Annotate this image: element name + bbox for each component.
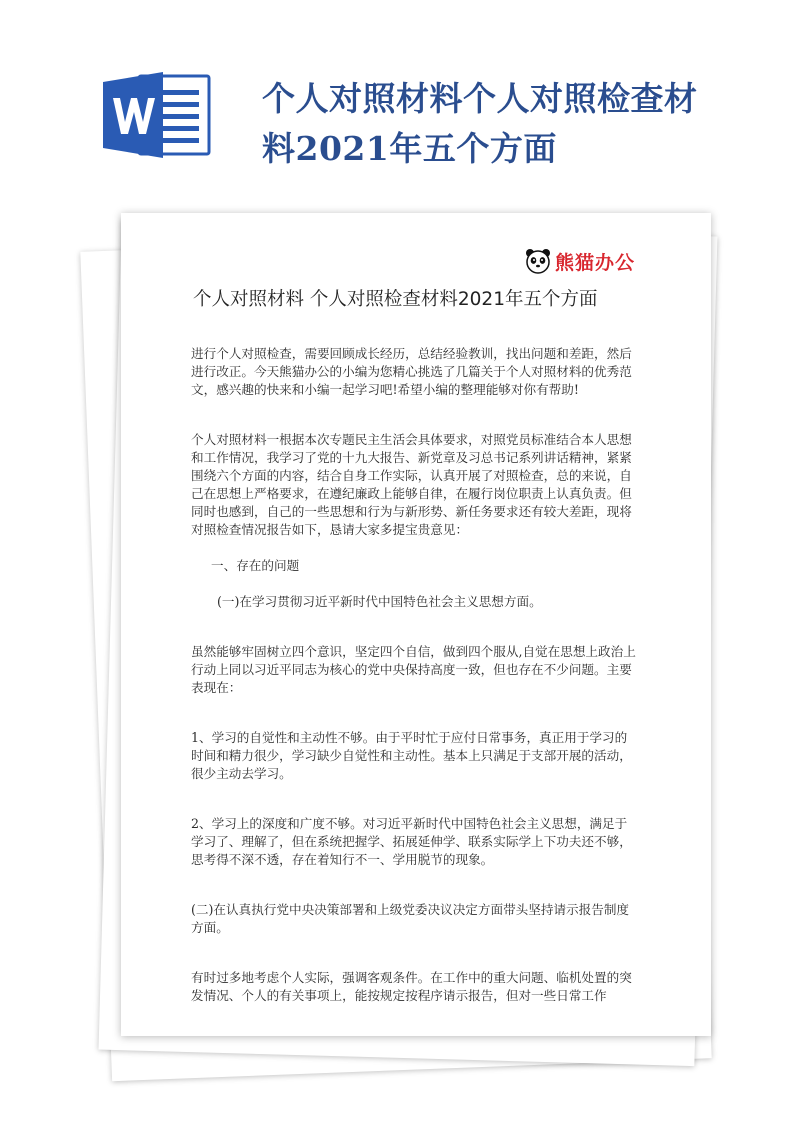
paragraph-point-1: 1、学习的自觉性和主动性不够。由于平时忙于应付日常事务，真正用于学习的时间和精力很少，学习缺少自觉性和主动性。基本上只满足于支部开展的活动，很少主动去学习。 <box>191 730 632 781</box>
paragraph-intro: 进行个人对照检查，需要回顾成长经历，总结经验教训，找出问题和差距，然后进行改正。今天熊猫办公的小编为您精心挑选了几篇关于个人对照材料的优秀范文，感兴趣的快来和小编一起学习吧!希望小编的整理能够对你有帮助! <box>191 346 632 397</box>
brand-logo <box>525 247 635 275</box>
document-title: 个人对照材料 个人对照检查材料2021年五个方面 <box>193 289 598 310</box>
page-title <box>262 74 762 174</box>
subheading-reporting-system: (二)在认真执行党中央决策部署和上级党委决议决定方面带头坚持请示报告制度方面。 <box>191 902 630 935</box>
paragraph-material-one: 个人对照材料一根据本次专题民主生活会具体要求，对照党员标准结合本人思想和工作情况，我学习了党的十九大报告、新党章及习总书记系列讲话精神，紧紧围绕六个方面的内容，结合自身工作实际，认真开展了对照检查，总的来说，自己在思想上严格要求，在遵纪廉政上能够自律，在履行岗位职责上认真负责。但同时也感到，自己的一些思想和行为与新形势、新任务要求还有较大差距，现将对照检查情况报告如下，恳请大家多提宝贵意见： <box>191 432 632 537</box>
paragraph-main-performance: 虽然能够牢固树立四个意识，坚定四个自信，做到四个服从,自觉在思想上政治上行动上同以习近平同志为核心的党中央保持高度一致，但也存在不少问题。主要表现在： <box>191 644 636 695</box>
page-title-line-1: 个人对照材料个人对照检查材 <box>262 79 698 118</box>
subheading-study-thought: (一)在学习贯彻习近平新时代中国特色社会主义思想方面。 <box>217 594 542 609</box>
page-title-line-2: 料2021年五个方面 <box>262 129 557 168</box>
panda-icon <box>525 248 551 274</box>
document-page[interactable] <box>121 213 711 1036</box>
document-body <box>191 345 637 1005</box>
heading-existing-problems: 一、存在的问题 <box>211 558 300 573</box>
paragraph-point-2: 2、学习上的深度和广度不够。对习近平新时代中国特色社会主义思想，满足于学习了、理解了，但在系统把握学、拓展延伸学、联系实际学上下功夫还不够，思考得不深不透，存在着知行不一、学用脱节的现象。 <box>191 816 632 867</box>
word-document-icon <box>103 70 211 160</box>
paragraph-reporting: 有时过多地考虑个人实际，强调客观条件。在工作中的重大问题、临机处置的突发情况、个人的有关事项上，能按规定按程序请示报告，但对一些日常工作 <box>191 970 632 1003</box>
brand-name: 熊猫办公 <box>555 251 636 274</box>
